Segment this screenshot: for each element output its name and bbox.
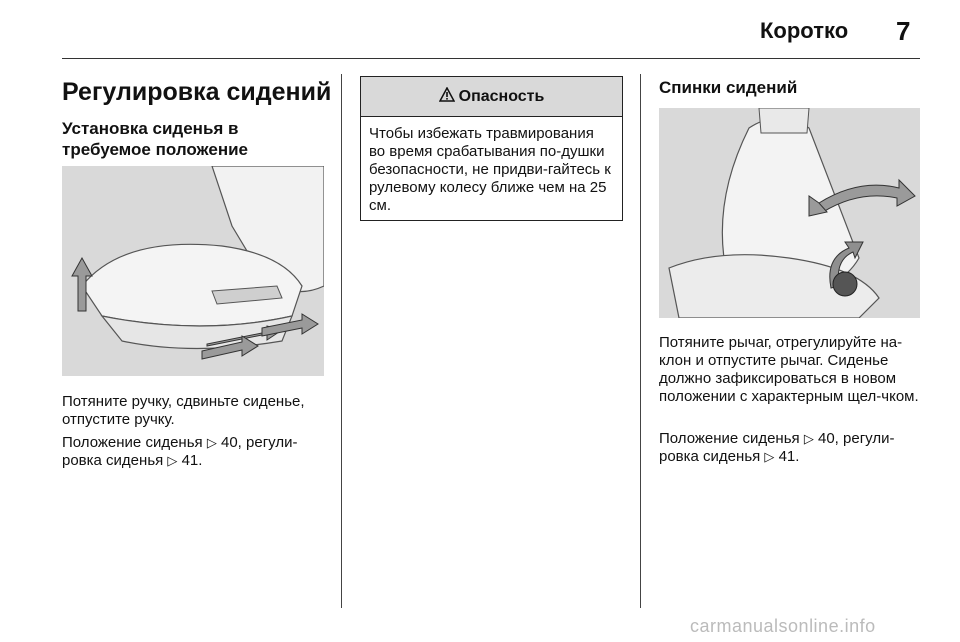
page-number: 7: [896, 16, 911, 46]
paragraph-seatback: Потяните рычаг, отрегулируйте на-клон и отпустите рычаг. Сиденье должно зафиксироваться в новом положении с характерным щел-чком.: [659, 334, 919, 405]
seat-adjustment-illustration: [62, 166, 324, 376]
triangle-right-icon: ▷: [167, 453, 178, 468]
header-divider: [62, 58, 920, 59]
running-header-title: Коротко: [760, 18, 849, 43]
reference-text: Положение сиденья: [62, 434, 207, 451]
reference-text: ровка сиденья: [659, 448, 765, 465]
reference-page: 41.: [778, 448, 800, 465]
warning-triangle-icon: [439, 87, 455, 107]
warning-box: [360, 76, 623, 221]
triangle-right-icon: ▷: [206, 435, 217, 450]
triangle-right-icon: ▷: [764, 449, 775, 464]
section-title: Регулировка сидений: [62, 78, 332, 106]
reference-text: ровка сиденья: [62, 452, 168, 469]
triangle-right-icon: ▷: [803, 431, 814, 446]
warning-text: Чтобы избежать травмирования во время срабатывания по-душки безопасности, не придви-гайтесь к рулевому колесу ближе чем на 25 см.: [369, 125, 611, 214]
subsection-title: Установка сиденья в требуемое положение: [62, 119, 249, 159]
reference-text: Положение сиденья: [659, 430, 804, 447]
column-divider-1: [341, 74, 342, 608]
reference-page: 40, регули-: [220, 434, 298, 451]
paragraph-seatback-reference: [659, 430, 924, 466]
warning-title: Опасность: [458, 87, 545, 105]
warning-header: [361, 77, 622, 117]
paragraph-seat-reference: [62, 434, 328, 470]
paragraph-seat-position: Потяните ручку, сдвиньте сиденье, отпустите ручку.: [62, 393, 305, 428]
seatbacks-title: Спинки сидений: [659, 78, 798, 97]
watermark: carmanualsonline.info: [690, 616, 876, 636]
reference-page: 40, регули-: [817, 430, 895, 447]
reference-page: 41.: [181, 452, 203, 469]
column-divider-2: [640, 74, 641, 608]
seatback-adjustment-illustration: [659, 108, 920, 318]
